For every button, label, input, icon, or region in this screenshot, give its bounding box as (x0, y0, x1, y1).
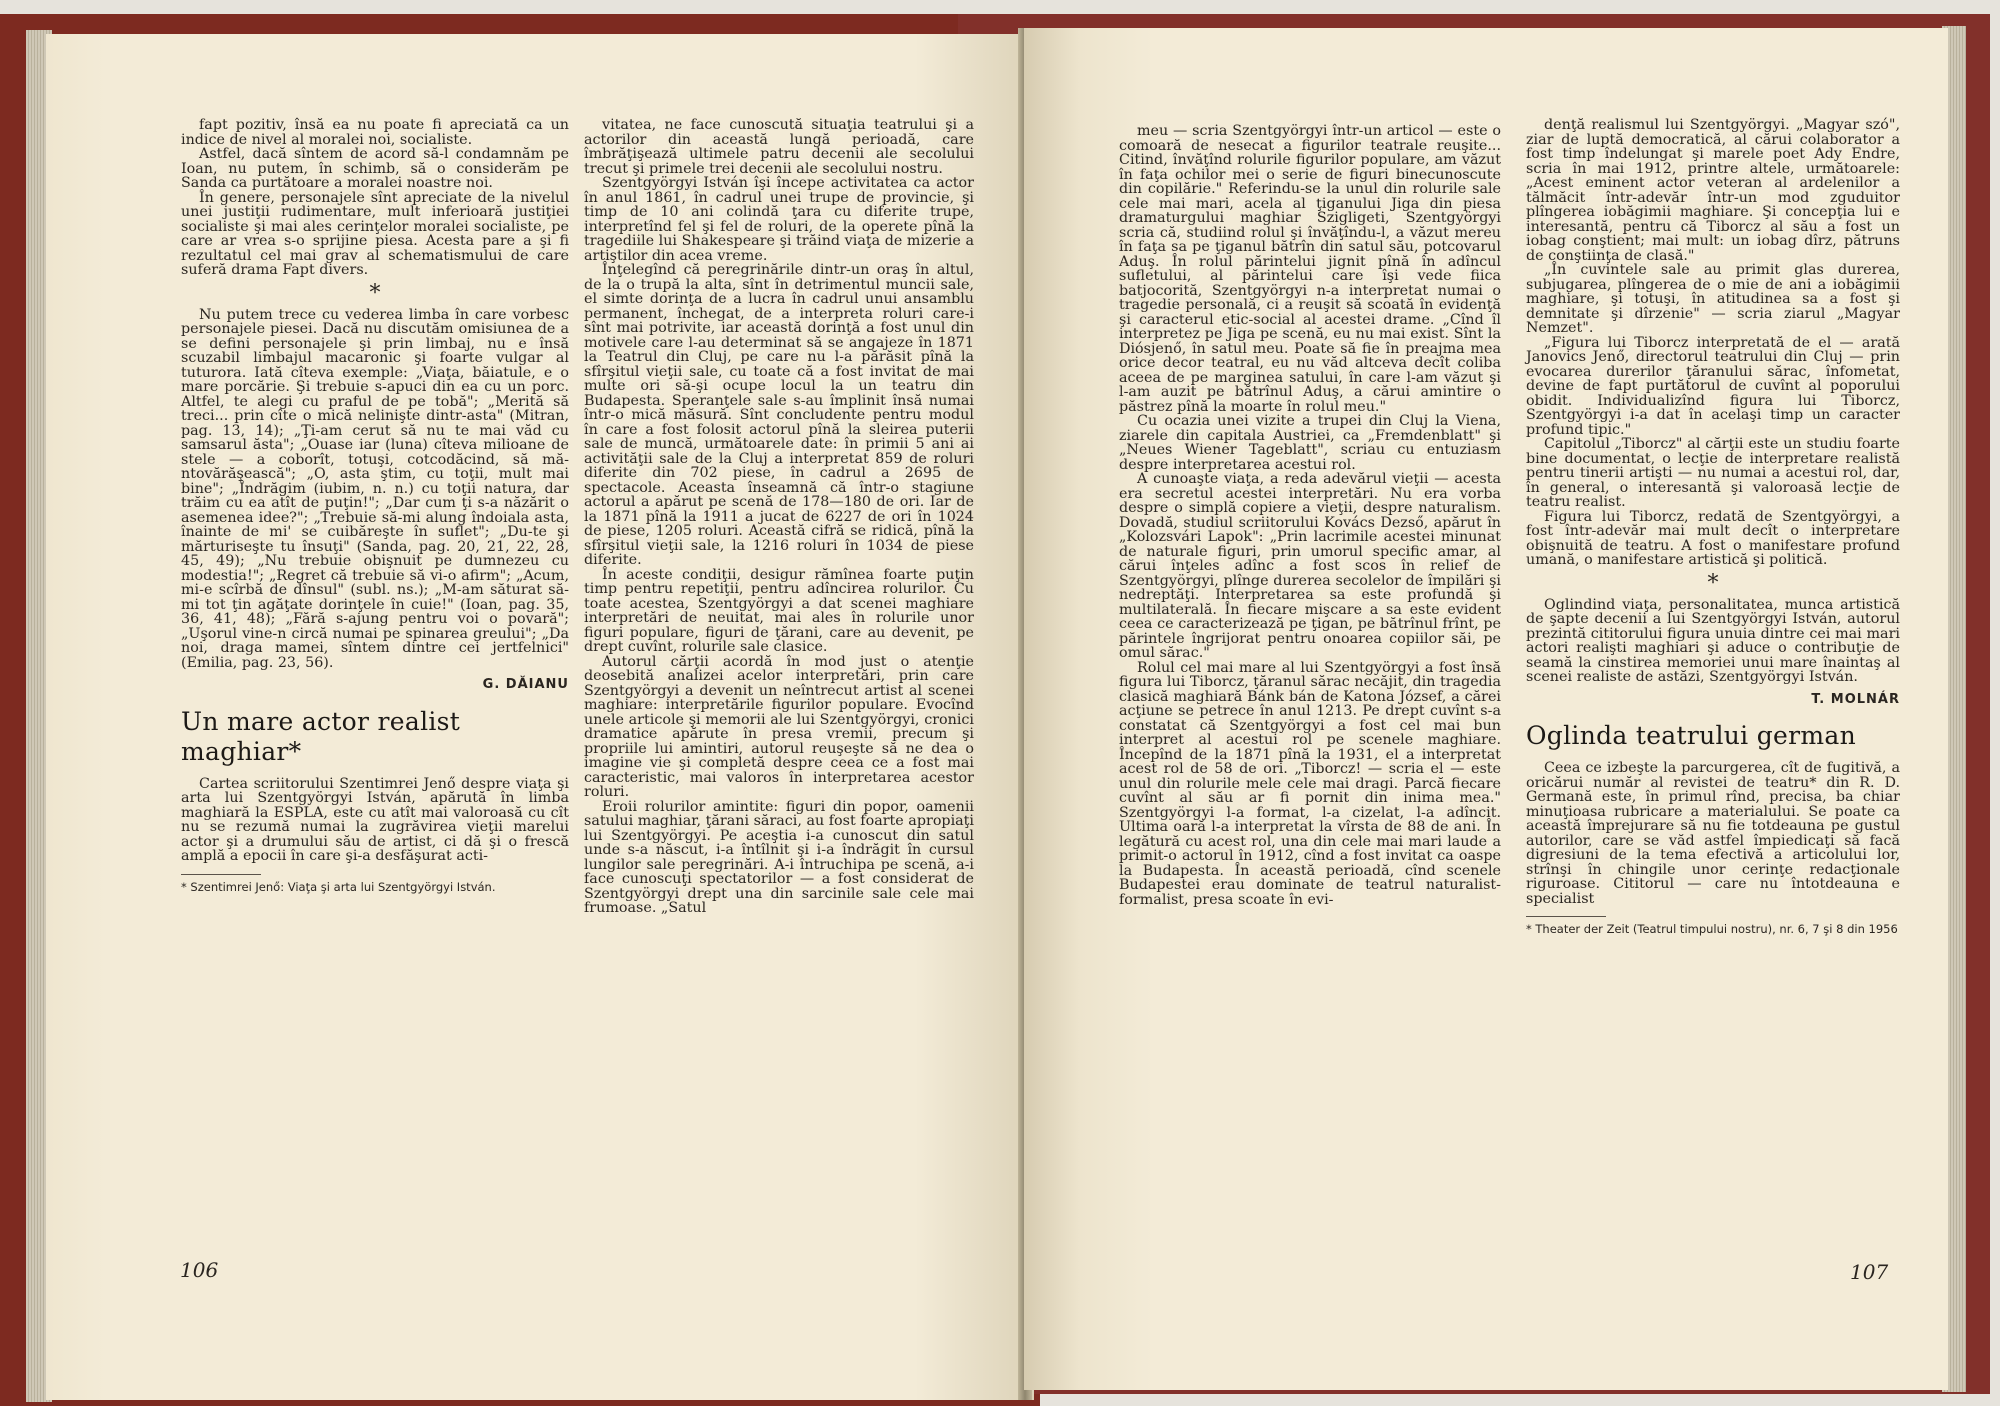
right-page-column-1 (1119, 124, 1501, 907)
section-divider-star: * (369, 280, 381, 306)
paragraph: În aceste condiţii, desigur rămînea foarte puţin timp pentru repetiţii, pentru adîncirea rolurilor. Cu toate acestea, Szentgyörgyi a dat scenei maghiare interpretări de neuitat, mai ales în rolurile unor figuri populare, figuri de ţărani, care au devenit, pe drept cuvînt, rolurile sale clasice. (584, 566, 974, 655)
right-page-column-2 (1526, 118, 1900, 936)
footnote: * Theater der Zeit (Teatrul timpului nostru), nr. 6, 7 şi 8 din 1956 (1526, 922, 1898, 936)
paragraph: A cunoaşte viaţa, a reda adevărul vieţii — acesta era secretul acestei interpretări. Nu era vorba despre o simplă copiere a vieţii, despre naturalism. Dovadă, studiul scriitorului Kovács Dezső, apărut în „Kolozsvári Lapok": „Prin lacrimile acestei minunat de naturale figuri, prin umorul specific amar, al cărui înţeles adînc a fost scos în relief de Szentgyörgyi, plînge durerea secolelor de împilări şi nedreptăţi. Interpretarea sa este profundă şi multilaterală. În fiecare mişcare a sa este evident ceea ce caracterizează pe ţigan, pe bătrînul frînt, pe părintele îngrijorat pentru onoarea copiilor săi, pe omul sărac." (1119, 471, 1501, 661)
article-headline: Un mare actor realist maghiar* (181, 706, 461, 766)
left-page-column-2 (584, 118, 974, 916)
paragraph: Cartea scriitorului Szentimrei Jenő despre viaţa şi arta lui Szentgyörgyi István, apărută în limba maghiară la ESPLA, este cu atît mai valoroasă cu cît nu se rezumă numai la zugrăvirea vieţii marelui actor şi a drumului său de artist, ci dă şi o frescă amplă a epocii în care şi-a desfăşurat acti- (181, 775, 569, 864)
paragraph: Eroii rolurilor amintite: figuri din popor, oamenii satului maghiar, ţărani săraci, au fost foarte apropiaţi lui Szentgyörgyi. Pe aceştia i-a cunoscut din satul unde s-a născut, i-a întîlnit şi i-a îndrăgit în cursul lungilor sale peregrinări. A-i întruchipa pe scenă, a-i face cunoscuţi spectatorilor — a fost considerat de Szentgyörgyi drept una din sarcinile sale cele mai frumoase. „Satul (584, 798, 974, 916)
paragraph: Figura lui Tiborcz, redată de Szentgyörgyi, a fost într-adevăr mai mult decît o interpretare obişnuită de teatru. A fost o manifestare profund umană, o manifestare artistică şi politică. (1526, 508, 1900, 568)
lp-c2-paras (584, 118, 974, 916)
footnote-rule (181, 874, 261, 875)
right-page (1024, 28, 1948, 1390)
paragraph: Autorul cărţii acordă în mod just o atenţie deosebită analizei acelor interpretări, prin care Szentgyörgyi a devenit un neîntrecut artist al scenei maghiare: interpretările figurilor populare. Evocînd unele articole şi memorii ale lui Szentgyörgyi, cronici dramatice apărute în presa vremii, precum şi propriile lui amintiri, autorul reuşeşte să ne dea o imagine vie şi completă despre ceea ce a fost mai caracteristic, mai valoros în interpretarea acestor roluri. (584, 653, 974, 800)
rp-c2-paras2 (1526, 598, 1900, 685)
rp-c2-paras3 (1526, 761, 1900, 906)
paragraph: Capitolul „Tiborcz" al cărţii este un studiu foarte bine documentat, o lecţie de interpretare realistă pentru tinerii artişti — nu numai a acestui rol, dar, în general, o interesantă şi valoroasă lecţie de teatru realist. (1526, 436, 1900, 510)
lp-c1-paras2 (181, 308, 569, 671)
paragraph: Înţelegînd că peregrinările dintr-un oraş în altul, de la o trupă la alta, sînt în detrimentul muncii sale, el simte dorinţa de a lucra în cadrul unui ansamblu permanent, închegat, de a interpreta roluri care-i sînt mai potrivite, iar această dorinţă a fost unul din motivele care l-au determinat să se angajeze în 1871 la Teatrul din Cluj, pe care nu l-a părăsit pînă la sfîrşitul vieţii sale, cu toate că a fost invitat de mai multe ori să-şi ocupe locul la un teatru din Budapesta. Speranţele sale s-au împlinit însă numai într-o mică măsură. Sînt concludente pentru modul în care a fost folosit actorul pînă la sleirea puterii sale de muncă, următoarele date: în primii 5 ani ai activităţii sale de la Cluj a interpretat 859 de roluri diferite din 702 piese, în cadrul a 2695 de spectacole. Aceasta înseamnă că într-o stagiune actorul a apărut pe scenă de 178—180 de ori. Iar de la 1871 pînă la 1911 a jucat de 6227 de ori în 1024 de piese, 1205 roluri. Această cifră se ridică, pînă la sfîrşitul vieţii sale, la 1216 roluri în 1034 de piese diferite. (584, 262, 974, 568)
paragraph: Ceea ce izbeşte la parcurgerea, cît de fugitivă, a oricărui număr al revistei de teatru* din R. D. Germană este, în primul rînd, precisa, ba chiar minuţioasa rubricare a materialului. Se poate ca această împrejurare să nu fie totdeauna pe gustul autorilor, care se văd astfel împiedicaţi să facă digresiuni de la tema efectivă a articolului lor, strînşi în chingile unor cerinţe redacţionale riguroase. Cititorul — care nu întotdeauna e specialist (1526, 760, 1900, 907)
page-number: 107 (1850, 1260, 1889, 1284)
paragraph: vitatea, ne face cunoscută situaţia teatrului şi a actorilor din această lungă perioadă, care îmbrăţişează ultimele patru decenii ale secolului trecut şi primele trei decenii ale secolului nostru. (584, 117, 974, 177)
paragraph: Nu putem trece cu vederea limba în care vorbesc personajele piesei. Dacă nu discutăm omisiunea de a se defini personajele şi prin limbaj, nu e însă scuzabil limbajul macaronic şi foarte vulgar al tuturora. Iată cîteva exemple: „Viaţa, băiatule, e o mare porcărie. Şi trebuie s-apuci din ea cu un porc. Altfel, te alegi cu praful de pe tobă"; „Merită să treci... prin cîte o mică nelinişte dintr-asta" (Mitran, pag. 13, 14); „Ţi-am cerut să nu te mai văd cu samsarul ăsta"; „Ouase iar (luna) cîteva milioane de stele — a coborît, totuşi, cotcodăcind, să mă-ntovărăşească"; „O, asta ştim, cu toţii, mult mai bine"; „Îndrăgim (iubim, n. n.) cu toţii natura, dar trăim cu ea atît de puţin!"; „Dar cum ţi s-a năzărit o asemenea idee?"; „Trebuie să-mi alung îndoiala asta, înainte de mi' se cuibăreşte în suflet"; „Du-te şi mărturiseşte tu însuţi" (Sanda, pag. 20, 21, 22, 28, 45, 49); „Nu trebuie obişnuit pe dumnezeu cu modestia!"; „Regret că trebuie să vi-o afirm"; „Acum, mi-e scîrbă de dînsul" (subl. ns.); „M-am săturat să-mi tot ţin agăţate dorinţele în cuie!" (Ioan, pag. 35, 36, 41, 48); „Fără s-ajung pentru voi o povară"; „Uşorul vine-n circă numai pe spinarea greului"; „Da noi, draga mamei, sîntem dintre cei jertfelnici" (Emilia, pag. 23, 56). (181, 306, 569, 671)
paragraph: Rolul cel mai mare al lui Szentgyörgyi a fost însă figura lui Tiborcz, ţăranul sărac necăjit, din tragedia clasică maghiară Bánk bán de Katona József, a cărei acţiune se petrece în anul 1213. Pe drept cuvînt s-a constatat că Szentgyörgyi a fost cel mai bun interpret al acestui rol pe scenele maghiare. Începînd de la 1871 pînă la 1931, el a interpretat acest rol de 58 de ori. „Tiborcz! — scria el — este unul din rolurile mele cele mai dragi. Parcă fiecare cuvînt al său ar fi pornit din inima mea." Szentgyörgyi l-a format, l-a cizelat, l-a adîncit. Ultima oară l-a interpretat la vîrsta de 88 de ani. În legătură cu acest rol, una din cele mai mari laude a primit-o actorul în 1912, cînd a fost invitat ca oaspe la Budapesta. În această perioadă, cînd scenele Budapestei erau dominate de teatrul naturalist-formalist, presa scoate în evi- (1119, 659, 1501, 908)
paragraph: fapt pozitiv, însă ea nu poate fi apreciată ca un indice de nivel al moralei noi, socialiste. (181, 117, 569, 148)
lp-c1-paras3 (181, 777, 569, 864)
paragraph: În genere, personajele sînt apreciate de la nivelul unei justiţii rudimentare, mult inferioară justiţiei socialiste şi mai ales cerinţelor moralei socialiste, pe care ar vrea s-o sprijine piesa. Acesta pare a şi fi rezultatul cel mai grav al schematismului de care suferă drama Fapt divers. (181, 189, 569, 278)
rp-c2-paras (1526, 118, 1900, 568)
paragraph: Szentgyörgyi István îşi începe activitatea ca actor în anul 1861, în cadrul unei trupe de provincie, şi timp de 10 ani colindă ţara cu diferite trupe, interpretînd fel şi fel de roluri, de la operete pînă la tragediile lui Shakespeare şi trăind viaţa de mizerie a artiştilor din acea vreme. (584, 175, 974, 264)
paragraph: Cu ocazia unei vizite a trupei din Cluj la Viena, ziarele din capitala Austriei, ca „Fremdenblatt" şi „Neues Wiener Tageblatt", scriau cu entuziasm despre interpretarea acestui rol. (1119, 413, 1501, 473)
left-page (46, 34, 1034, 1400)
paragraph: „Figura lui Tiborcz interpretată de el — arată Janovics Jenő, directorul teatrului din Cluj — prin evocarea durerilor ţăranului sărac, înfometat, devine de fapt purtătorul de cuvînt al poporului obidit. Individualizînd figura lui Tiborcz, Szentgyörgyi i-a dat în acelaşi timp un caracter profund tipic." (1526, 334, 1900, 438)
paragraph: „În cuvintele sale au primit glas durerea, subjugarea, plîngerea de o mie de ani a iobăgimii maghiare, şi totuşi, în atitudinea sa a fost şi demnitate şi dîrzenie" — scria ziarul „Magyar Nemzet". (1526, 262, 1900, 336)
footnote-rule (1526, 916, 1606, 917)
rp-c1-paras (1119, 124, 1501, 907)
left-page-column-1 (181, 118, 569, 894)
paragraph: Oglindind viaţa, personalitatea, munca artistică de şapte decenii a lui Szentgyörgyi István, autorul prezintă cititorului figura unuia dintre cei mai mari actori realişti maghiari şi aduce o contribuţie de seamă la cinstirea memoriei unui mare înaintaş al scenei realiste de astăzi, Szentgyörgyi István. (1526, 596, 1900, 685)
paragraph: denţă realismul lui Szentgyörgyi. „Magyar szó", ziar de luptă democratică, al cărui colaborator a fost timp îndelungat şi marele poet Ady Endre, scria în mai 1912, printre altele, următoarele: „Acest eminent actor veteran al ardelenilor a tălmăcit într-adevăr într-un mod zguduitor plîngerea iobăgimii maghiare. Şi concepţia lui e interesantă, pentru că Tiborcz al său a fost un iobag conştient; mai mult: un iobag dîrz, pătruns de conştiinţa de clasă." (1526, 117, 1900, 264)
section-divider-star: * (1707, 570, 1719, 596)
paragraph: Astfel, dacă sîntem de acord să-l condamnăm pe Ioan, nu putem, în schimb, să o considerăm pe Sanda ca purtătoare a moralei noastre noi. (181, 146, 569, 191)
author-signature: G. DĂIANU (482, 677, 569, 692)
author-signature: T. MOLNÁR (1811, 691, 1900, 707)
lp-c1-paras (181, 118, 569, 278)
page-number: 106 (180, 1258, 219, 1282)
paragraph: meu — scria Szentgyörgyi într-un articol — este o comoară de nesecat a figurilor teatrale reuşite... Citind, învăţînd rolurile figurilor populare, am văzut în faţa ochilor mei o serie de figuri binecunoscute din copilărie." Referindu-se la unul din rolurile sale cele mai mari, acela al ţiganului Jiga din piesa dramaturgului maghiar Szigligeti, Szentgyörgyi scria că, studiind rolul şi învăţîndu-l, a văzut mereu în faţa sa pe ţiganul bătrîn din satul său, potcovarul Aduş. În rolul părintelui jignit pînă în adîncul sufletului, al părintelui care îşi vede fiica batjocorită, Szentgyörgyi n-a interpretat numai o tragedie personală, ci a reuşit să scoată în evidenţă şi caracterul etic-social al acestei drame. „Cînd îl interpretez pe Jiga pe scenă, eu nu mai exist. Sînt la Diósjenő, în satul meu. Poate să fie în preajma mea orice decor teatral, eu nu văd altceva decît coliba aceea de pe marginea satului, în care l-am văzut şi l-am auzit pe bătrînul Aduş, a cărui amintire o păstrez pînă la moarte în rolul meu." (1119, 123, 1501, 415)
article-headline: Oglinda teatrului german (1526, 721, 1856, 750)
footnote: * Szentimrei Jenő: Viaţa şi arta lui Szentgyörgyi István. (181, 879, 496, 894)
